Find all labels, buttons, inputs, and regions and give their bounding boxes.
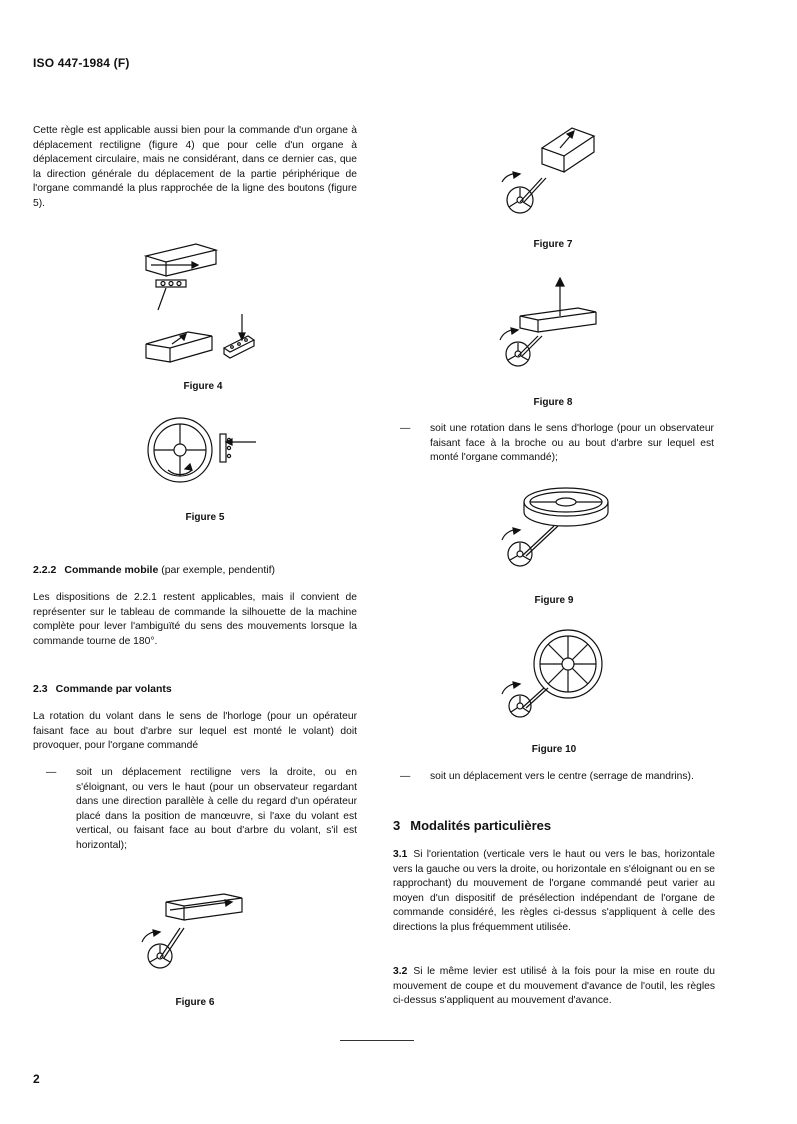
section-2-2-2-number: 2.2.2 (33, 564, 57, 576)
figure-4-drawing (138, 240, 268, 370)
section-2-3-heading (33, 683, 357, 695)
section-3-2-paragraph (393, 965, 715, 1009)
figure-6-drawing (140, 888, 250, 978)
list-item-text: soit un déplacement vers le centre (serrage de mandrins). (430, 771, 694, 782)
list-item-center (400, 770, 714, 785)
list-item-rectilinear (46, 766, 357, 854)
intro-paragraph: Cette règle est applicable aussi bien pour la commande d'un organe à déplacement rectiligne (figure 4) que pour celle d'un organe à déplacement circulaire, mais ne considérant, dans ce dernier cas, que la direction générale du déplacement de la partie périphérique de l'organe commandé la plus rapprochée de la ligne des boutons (figure 5). (33, 125, 357, 209)
figure-10-caption: Figure 10 (531, 744, 577, 755)
section-3-2-number: 3.2 (393, 966, 408, 977)
figure-10-drawing (494, 624, 614, 724)
figure-9-caption: Figure 9 (534, 595, 574, 606)
list-dash: — (400, 423, 411, 434)
figure-8-caption: Figure 8 (533, 397, 573, 408)
figure-5-drawing (140, 410, 270, 500)
figure-9-drawing (494, 478, 614, 582)
document-id: ISO 447-1984 (F) (33, 56, 130, 70)
list-dash: — (400, 771, 411, 782)
figure-6-caption: Figure 6 (175, 997, 215, 1008)
section-2-2-2-heading (33, 564, 357, 576)
figure-7-drawing (498, 120, 608, 224)
section-3-number: 3 (393, 818, 401, 833)
section-3-1-text: Si l'orientation (verticale vers le haut ou vers le bas, horizontale vers la gauche ou vers la droite, ou horizontale en s'éloignant ou en se rapprochant) du mouvement de l'organe commandé peut varier au moyen d'un dispositif de présélection indépendant de l'organe de commande considéré, les règles ci-dessus s'appliquent à celle des directions la plus fréquemment utilisée. (393, 849, 715, 933)
section-3-1-number: 3.1 (393, 849, 408, 860)
section-3-2-text: Si le même levier est utilisé à la fois pour la mise en route du mouvement de coupe et du mouvement d'avance de l'outil, les règles ci-dessus s'appliquent au mouvement d'avance. (393, 966, 715, 1007)
section-3-title: Modalités particulières (410, 818, 552, 833)
list-item-text: soit une rotation dans le sens d'horloge (pour un observateur faisant face à la broche ou au bout d'arbre sur lequel est monté l'organe commandé); (430, 423, 714, 464)
figure-5-caption: Figure 5 (185, 512, 225, 523)
figure-7-caption: Figure 7 (533, 239, 573, 250)
section-2-2-2-note: (par exemple, pendentif) (161, 564, 276, 576)
list-item-rotation (400, 422, 714, 466)
section-2-2-2-text: Les dispositions de 2.2.1 restent applicables, mais il convient de représenter sur le tableau de commande la silhouette de la machine complète pour lever l'ambiguïté du sens des mouvements lorsque la commande tourne de 180°. (33, 592, 357, 647)
section-2-2-2-title: Commande mobile (64, 564, 159, 576)
figure-8-drawing (498, 272, 608, 376)
section-3-1-paragraph (393, 848, 715, 936)
figure-4-caption: Figure 4 (183, 381, 223, 392)
section-2-3-number: 2.3 (33, 683, 48, 695)
page-number: 2 (33, 1072, 40, 1086)
section-3-heading (393, 818, 715, 833)
section-2-3-text: La rotation du volant dans le sens de l'horloge (pour un opérateur faisant face au bout d'arbre sur lequel est monté le volant) doit provoquer, pour l'organe commandé (33, 711, 357, 752)
footer-rule (340, 1040, 414, 1041)
list-item-text: soit un déplacement rectiligne vers la droite, ou en s'éloignant, ou vers le haut (pour un observateur regardant dans une direction parallèle à celle du regard d'un opérateur placé dans la position de manœuvre, si l'axe du volant est vertical, ou faisant face au bout d'arbre du volant, s'il est horizontal); (76, 767, 357, 851)
list-dash: — (46, 767, 57, 778)
section-2-3-title: Commande par volants (55, 683, 172, 695)
